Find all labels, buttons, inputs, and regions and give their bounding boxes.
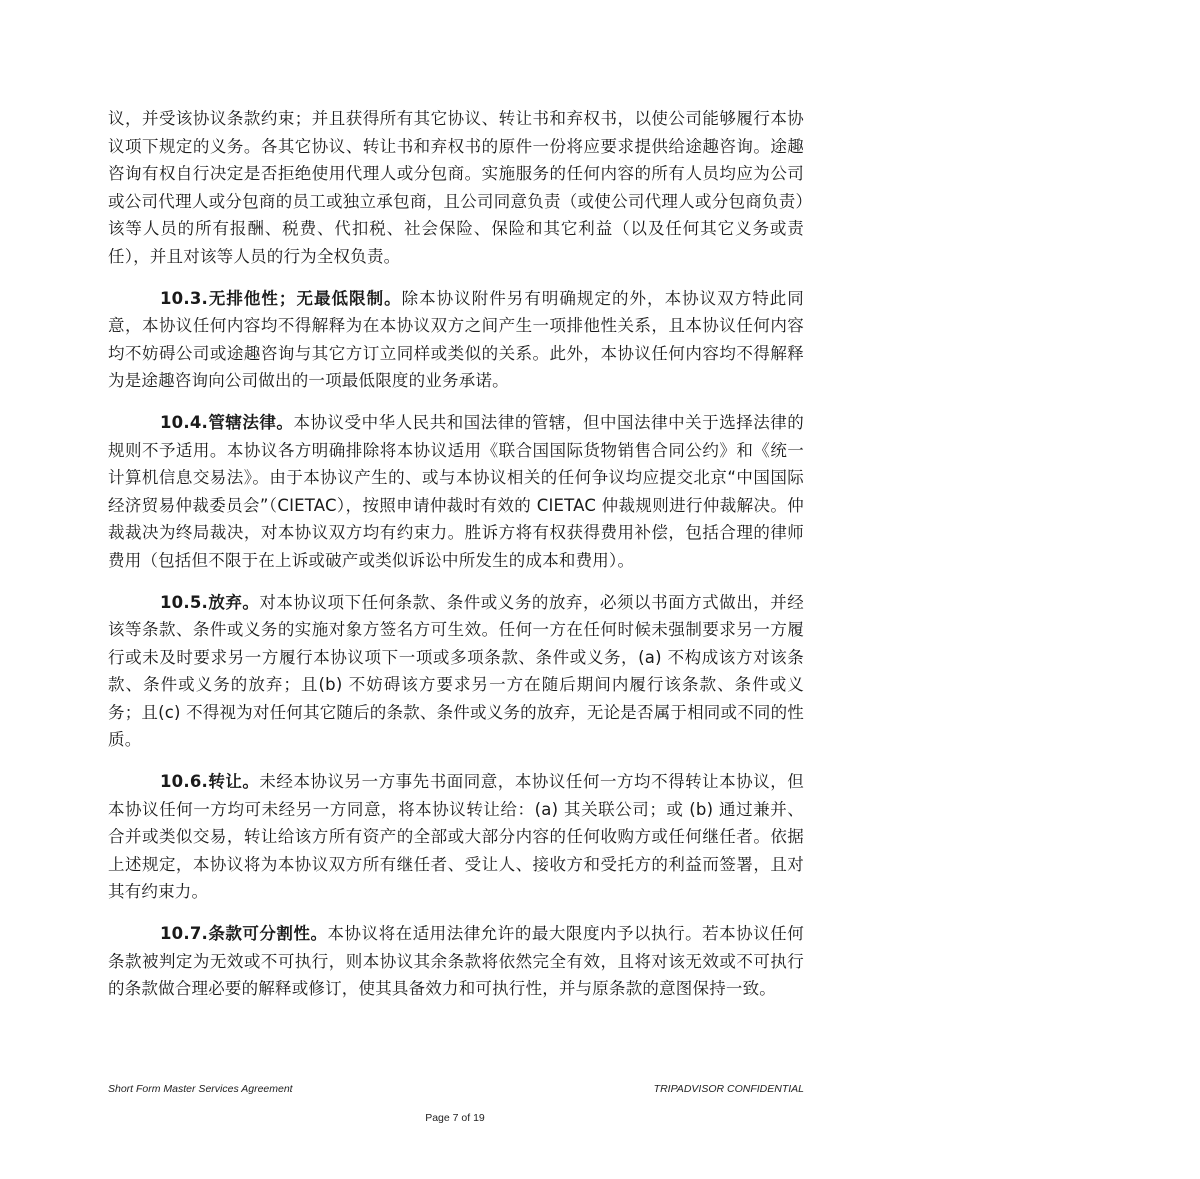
section-heading: 放弃。 [207,592,260,612]
section-number: 10.5. [160,592,208,612]
section-body: 本协议受中华人民共和国法律的管辖，但中国法律中关于选择法律的规则不予适用。本协议各方明确排除将本协议适用《联合国国际货物销售合同公约》和《统一计算机信息交易法》。由于本协议产生的、或与本协议相关的任何争议均应提交北京“中国国际经济贸易仲裁委员会”（CIETAC），按照申请仲裁时有效的 CIETAC 仲裁规则进行仲裁解决。仲裁裁决为终局裁决，对本协议双方均有约束力。胜诉方将有权获得费用补偿，包括合理的律师费用（包括但不限于在上诉或破产或类似诉讼中所发生的成本和费用）。 [108,412,805,570]
section-heading: 管辖法律。 [207,412,294,432]
section-10-3 [108,285,804,395]
page-number: Page 7 of 19 [425,1112,485,1124]
footer-document-title: Short Form Master Services Agreement [108,1083,293,1095]
section-body: 除本协议附件另有明确规定的外，本协议双方特此同意，本协议任何内容均不得解释为在本协议双方之间产生一项排他性关系，且本协议任何内容均不妨碍公司或途趣咨询与其它方订立同样或类似的关系。此外，本协议任何内容均不得解释为是途趣咨询向公司做出的一项最低限度的业务承诺。 [108,288,804,391]
section-body: 本协议将在适用法律允许的最大限度内予以执行。若本协议任何条款被判定为无效或不可执行，则本协议其余条款将依然完全有效，且将对该无效或不可执行的条款做合理必要的解释或修订，使其具备效力和可执行性，并与原条款的意图保持一致。 [108,924,804,999]
section-10-6 [108,768,804,906]
section-body: 对本协议项下任何条款、条件或义务的放弃，必须以书面方式做出，并经该等条款、条件或义务的实施对象方签名方可生效。任何一方在任何时候未强制要求另一方履行或未及时要求另一方履行本协议项下一项或多项条款、条件或义务，(a) 不构成该方对该条款、条件或义务的放弃；且(b) 不妨碍该方要求另一方在随后期间内履行该条款、条件或义务；且(c) 不得视为对任何其它随后的条款、条件或义务的放弃，无论是否属于相同或不同的性质。 [108,592,804,750]
section-10-7 [108,920,804,1003]
section-10-5 [108,589,804,755]
footer-confidential-label: TRIPADVISOR CONFIDENTIAL [653,1083,804,1095]
section-number: 10.7. [160,924,208,944]
section-heading: 条款可分割性。 [207,924,328,944]
continuation-paragraph: 议，并受该协议条款约束；并且获得所有其它协议、转让书和弃权书，以使公司能够履行本协议项下规定的义务。各其它协议、转让书和弃权书的原件一份将应要求提供给途趣咨询。途趣咨询有权自行决定是否拒绝使用代理人或分包商。实施服务的任何内容的所有人员均应为公司或公司代理人或分包商的员工或独立承包商，且公司同意负责（或使公司代理人或分包商负责）该等人员的所有报酬、税费、代扣税、社会保险、保险和其它利益（以及任何其它义务或责任），并且对该等人员的行为全权负责。 [108,109,804,266]
section-heading: 转让。 [207,772,260,792]
section-number: 10.6. [160,772,208,792]
section-10-4 [108,409,804,575]
section-heading: 无排他性；无最低限制。 [207,288,402,308]
section-number: 10.4. [160,412,208,432]
document-page [108,105,804,1017]
section-number: 10.3. [160,288,208,308]
section-body: 未经本协议另一方事先书面同意，本协议任何一方均不得转让本协议，但本协议任何一方均可未经另一方同意，将本协议转让给：(a) 其关联公司；或 (b) 通过兼并、合并或类似交易，转让给该方所有资产的全部或大部分内容的任何收购方或任何继任者。依据上述规定，本协议将为本协议双方所有继任者、受让人、接收方和受托方的利益而签署，且对其有约束力。 [108,772,804,902]
